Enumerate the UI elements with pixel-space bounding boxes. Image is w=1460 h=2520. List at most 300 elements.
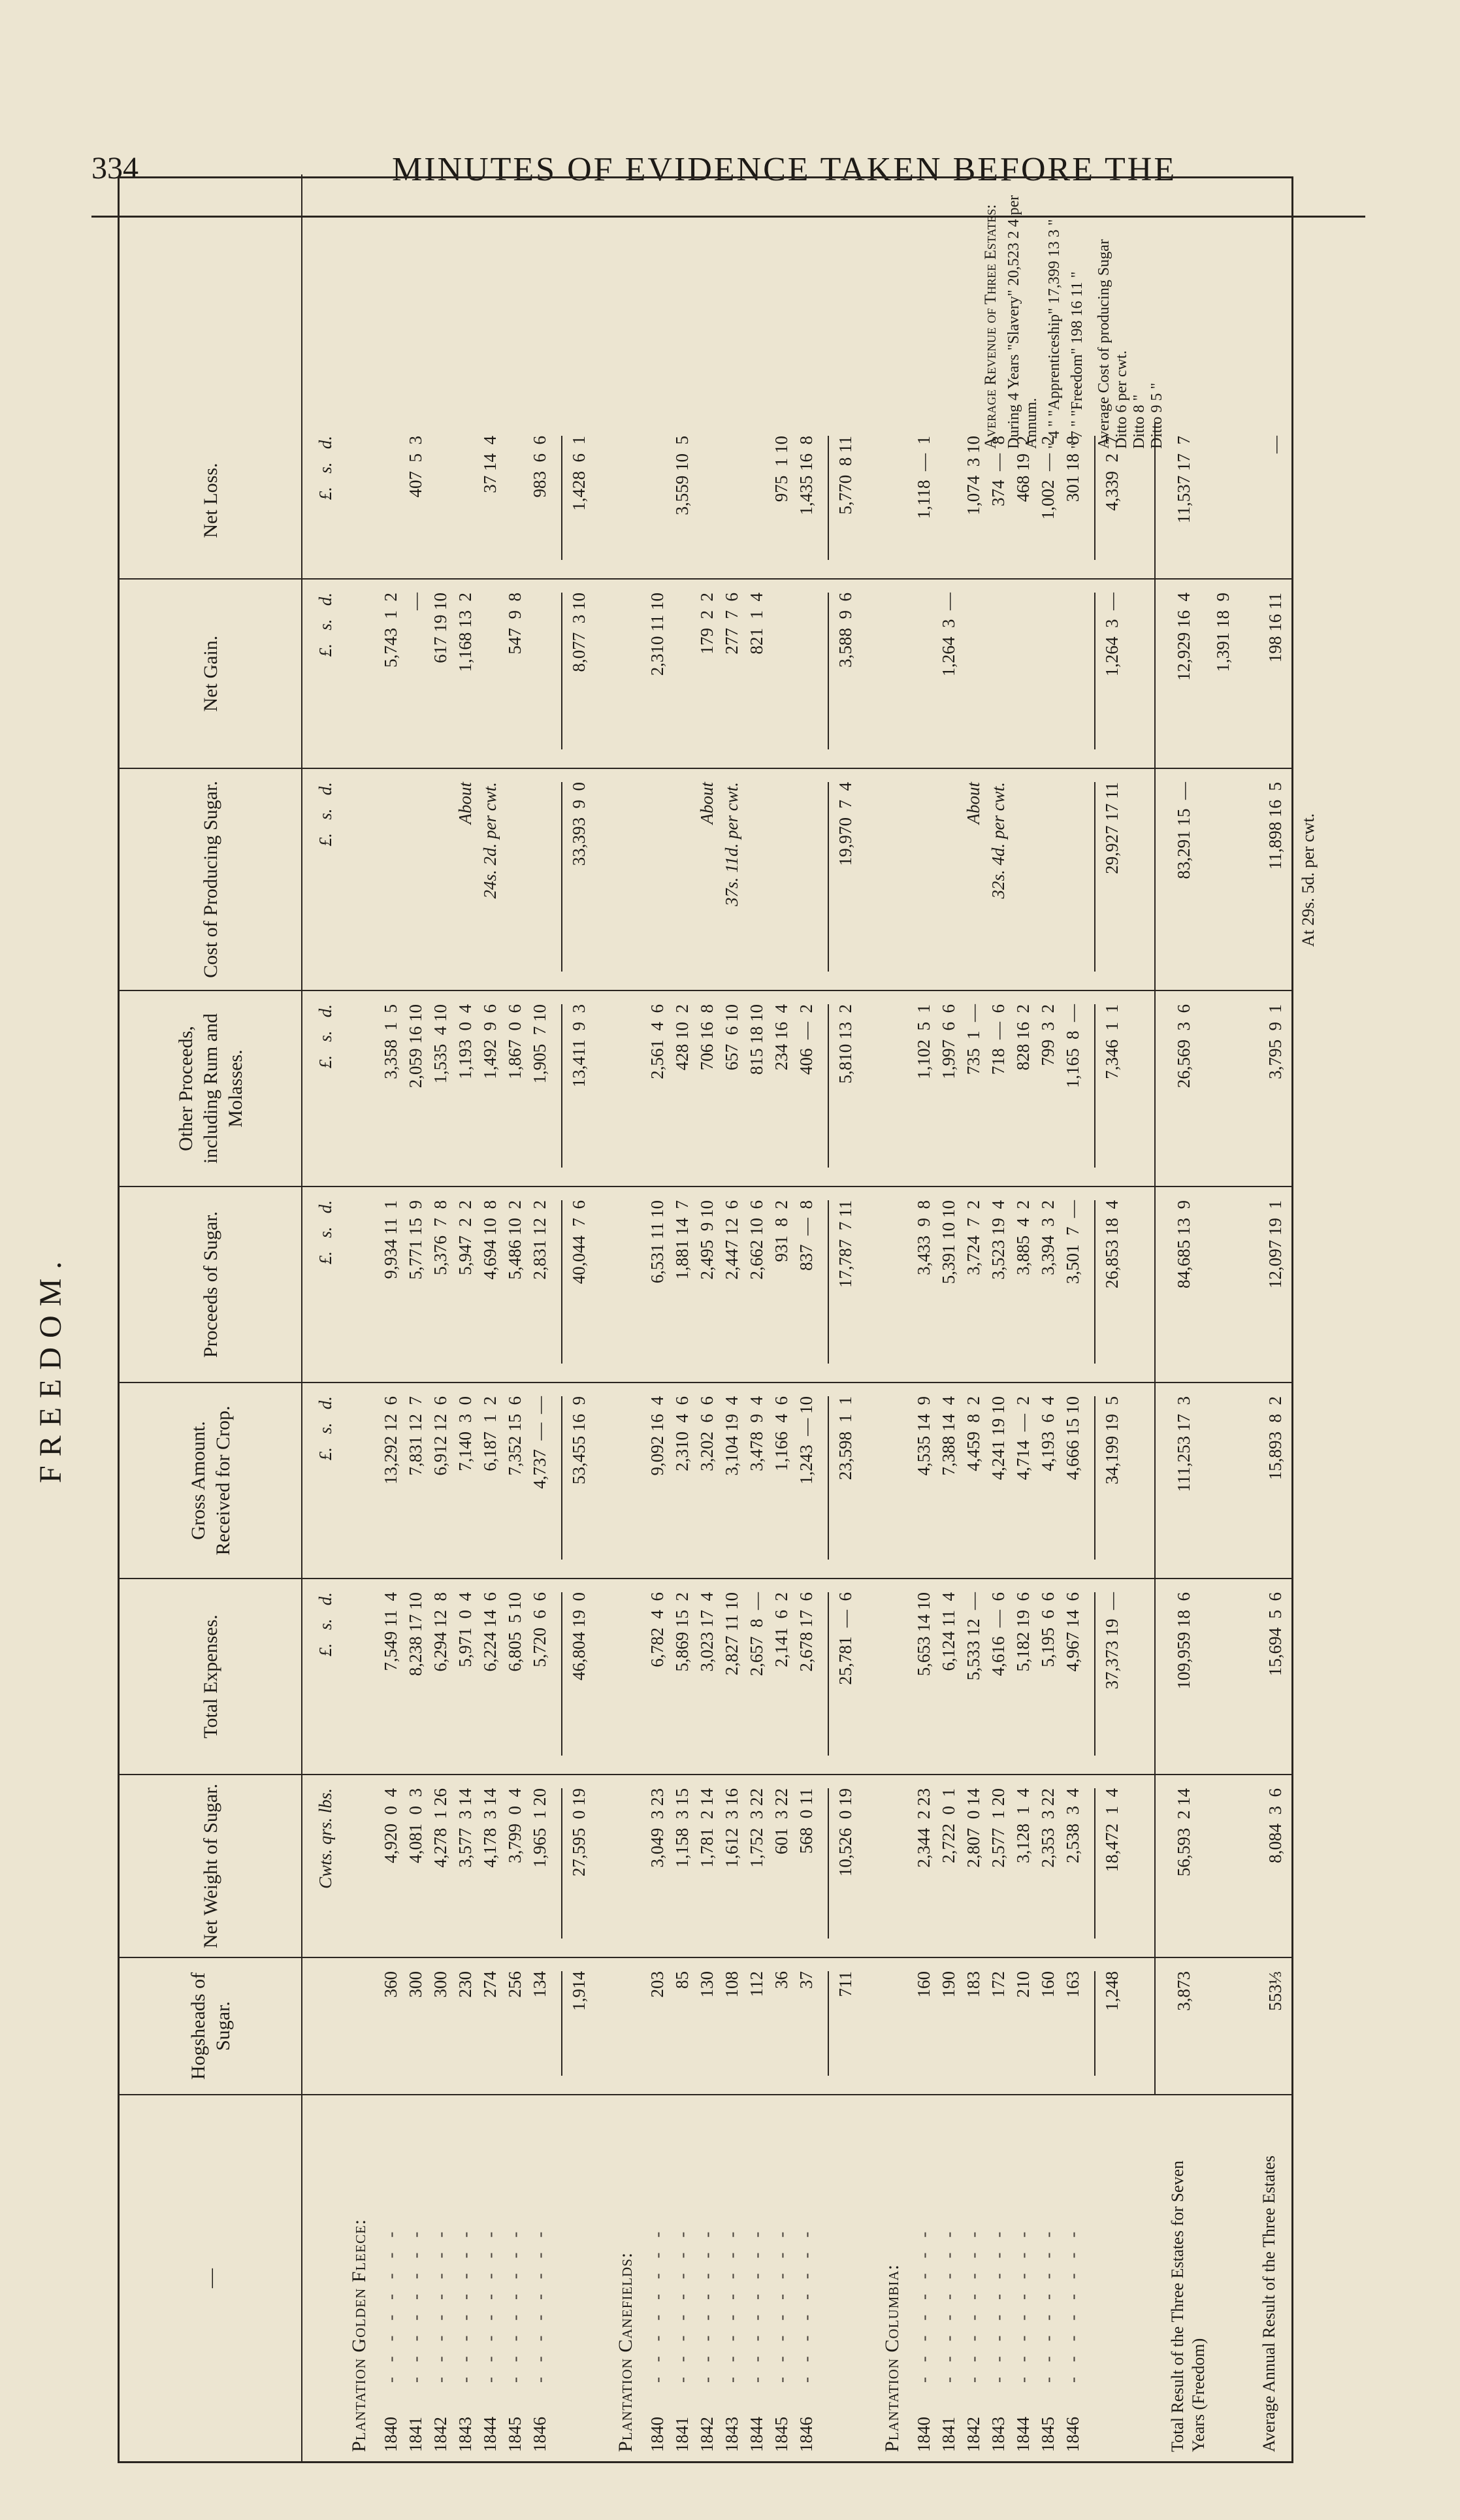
total-rule [561,782,562,972]
cell-hhd: 130 [697,1971,717,1998]
cell-wt: 568 0 11 [796,1788,816,1854]
avg-cost-line-value: 9 5 " [1148,382,1165,417]
column-header-proc: Proceeds of Sugar. [120,1187,302,1383]
column-divider [302,990,1291,991]
column-header-label: — [200,2268,221,2288]
cell-gross: 3,202 6 6 [697,1396,717,1471]
cell-hhd: 134 [530,1971,549,1998]
row-year: 1841 [939,2417,958,2452]
total-row [569,174,594,2461]
row-year: 1845 [771,2417,791,2452]
cell-cost: About [964,782,983,825]
cell-exp: 5,869 15 2 [672,1592,692,1672]
cell-other: 13,411 9 3 [569,1004,589,1088]
cell-proc: 84,685 13 9 [1174,1200,1193,1288]
cell-exp: 5,533 12 — [964,1592,983,1680]
cell-other: 1,193 0 4 [455,1004,475,1079]
cell-wt: 2,344 2 23 [914,1788,933,1868]
cell-other: 718 — 6 [988,1004,1008,1075]
average-label: Average Annual Result of the Three Estates [1259,2155,1278,2452]
cell-proc: £. s. d. [316,1200,335,1265]
cell-exp: 2,657 8 — [747,1592,766,1677]
table-row [381,174,406,2461]
avg-cost-line [1131,188,1148,449]
cell-hhd: 300 [406,1971,425,1998]
cell-loss: 374 — 8 [988,436,1008,506]
avg-revenue-line-label: " 7 " "Freedom" [1069,348,1086,449]
table-row [1013,174,1038,2461]
grand-total-row [1174,174,1199,2461]
cell-proc: 3,501 7 — [1063,1200,1082,1285]
cell-hhd: 160 [914,1971,933,1998]
cell-other: 26,569 3 6 [1174,1004,1193,1088]
total-rule [1094,1592,1095,1756]
column-divider [302,1186,1291,1187]
cell-gross: 23,598 1 1 [835,1396,855,1481]
cell-wt: 56,593 2 14 [1174,1788,1193,1876]
cell-other: 1,492 9 6 [480,1004,500,1079]
cell-gross: 7,352 15 6 [505,1396,525,1476]
cell-gain: 179 2 2 [697,593,717,655]
cell-proc: 9,934 11 1 [381,1200,400,1279]
cell-gain: 3,588 9 6 [835,593,855,668]
average-revenue-block [982,188,1282,449]
cell-gross: 6,187 1 2 [480,1396,500,1471]
total-rule [561,1004,562,1168]
cell-hhd: 210 [1013,1971,1033,1998]
row-year: 1842 [697,2417,717,2452]
cell-hhd: 230 [455,1971,475,1998]
cell-cost: 83,291 15 — [1174,782,1193,879]
cell-other: 657 6 10 [722,1004,741,1071]
cell-loss: 1,074 3 10 [964,436,983,515]
cell-hhd: 1,914 [569,1971,589,2011]
cell-gross: 3,104 19 4 [722,1396,741,1476]
total-rule [561,1200,562,1364]
cell-exp: 2,678 17 6 [796,1592,816,1672]
cell-proc: 3,394 3 2 [1038,1200,1058,1275]
cell-proc: 2,831 12 2 [530,1200,549,1280]
cell-loss: 4,339 2 7 [1102,436,1122,511]
column-header-loss: Net Loss. [120,423,302,580]
cell-cost: £. s. d. [316,782,335,847]
cell-other: 5,810 13 2 [835,1004,855,1084]
cell-gain: 198 16 11 [1265,593,1285,663]
cell-gain: 1,264 3 — [939,593,958,677]
cell-wt: 601 3 22 [771,1788,791,1855]
cell-hhd: 36 [771,1971,791,1989]
cell-wt: 3,049 3 23 [647,1788,667,1868]
cell-hhd: 256 [505,1971,525,1998]
cell-exp: 5,720 6 6 [530,1592,549,1667]
cell-other: 799 3 2 [1038,1004,1058,1066]
cell-gross: 7,140 3 0 [455,1396,475,1471]
cell-wt: 2,538 3 4 [1063,1788,1082,1863]
table-row [771,174,796,2461]
total-rule [561,436,562,560]
cell-gross: 3,478 9 4 [747,1396,766,1471]
cell-gain: 277 7 6 [722,593,741,655]
cell-other: 828 16 2 [1013,1004,1033,1071]
total-rule [561,1788,562,1939]
grand-total-rule [1154,1958,1156,2095]
cell-other: 3,358 1 5 [381,1004,400,1079]
cell-proc: 3,885 4 2 [1013,1200,1033,1275]
cell-other: 1,102 5 1 [914,1004,933,1079]
cell-gross: 4,193 6 4 [1038,1396,1058,1471]
column-divider [302,2094,1291,2095]
cell-other: 1,905 7 10 [530,1004,549,1084]
cell-gross: 1,243 — 10 [796,1396,816,1484]
cell-exp: 25,781 — 6 [835,1592,855,1685]
column-header-wt: Net Weight of Sugar. [120,1775,302,1958]
cell-hhd: 360 [381,1971,400,1998]
row-year: 1844 [1013,2417,1033,2452]
total-rule [561,1592,562,1756]
avg-cost-line [1148,188,1166,449]
avg-revenue-line-label: " 4 " "Apprenticeship" [1046,308,1063,449]
cell-other: 815 18 10 [747,1004,766,1075]
row-leader-dots: - - - - - - - - [747,2226,766,2383]
row-year: 1842 [430,2417,450,2452]
cell-loss: 301 18 8 [1063,436,1082,502]
cell-hhd: 1,248 [1102,1971,1122,2011]
cell-gross: 4,737 — — [530,1396,549,1489]
cell-gain: 12,929 16 4 [1174,593,1193,681]
cell-wt: 1,612 3 16 [722,1788,741,1868]
rotated-table-container [33,176,1318,2463]
cell-hhd: 37 [796,1971,816,1989]
cell-exp: 6,782 4 6 [647,1592,667,1667]
cell-cost: 19,970 7 4 [835,782,855,866]
table-row [672,174,697,2461]
total-rule [828,1200,829,1364]
column-divider [302,1382,1291,1383]
cell-loss: — [1265,436,1285,453]
row-year: 1844 [747,2417,766,2452]
plantation-title: Plantation Columbia: [881,2264,903,2452]
cell-proc: 1,881 14 7 [672,1200,692,1280]
cell-cost: 33,393 9 0 [569,782,589,866]
cell-exp: 6,124 11 4 [939,1592,958,1671]
total-rule [1094,1396,1095,1560]
row-leader-dots: - - - - - - - - [455,2226,475,2383]
cell-other: 735 1 — [964,1004,983,1075]
cell-wt: 27,595 0 19 [569,1788,589,1876]
avg-cost-line-label: Ditto [1113,416,1130,449]
cell-exp: 5,653 14 10 [914,1592,933,1677]
cell-proc: 5,947 2 2 [455,1200,475,1275]
total-rule [561,593,562,749]
cell-loss: 1,002 — 2 [1038,436,1058,520]
cell-proc: 3,523 19 4 [988,1200,1008,1280]
table-row [480,174,505,2461]
table-row [1038,174,1063,2461]
cell-proc: 5,376 7 8 [430,1200,450,1275]
avg-cost-title: Average Cost of producing Sugar [1095,239,1112,449]
row-leader-dots: - - - - - - - - [722,2226,741,2383]
plantation-title: Plantation Canefields: [615,2251,636,2452]
cell-hhd: 190 [939,1971,958,1998]
page-number: 334 [91,151,138,186]
cell-hhd: 553⅓ [1265,1971,1285,2011]
row-leader-dots: - - - - - - - - [406,2226,425,2383]
total-rule [828,436,829,560]
table-row [939,174,964,2461]
cell-exp: 6,805 5 10 [505,1592,525,1672]
cell-cost: 24s. 2d. per cwt. [480,782,500,899]
cell-other: 7,346 1 1 [1102,1004,1122,1079]
row-leader-dots: - - - - - - - - [697,2226,717,2383]
avg-revenue-line-value: 17,399 13 3 " [1046,219,1063,308]
cell-exp: 5,182 19 6 [1013,1592,1033,1672]
column-divider [302,1578,1291,1579]
cell-other: 428 10 2 [672,1004,692,1071]
total-rule [1094,436,1095,560]
cell-gross: 13,292 12 6 [381,1396,400,1484]
cell-cost: 29,927 17 11 [1102,782,1122,874]
column-divider [302,1774,1291,1775]
total-rule [1094,1788,1095,1939]
cell-wt: 3,128 1 4 [1013,1788,1033,1863]
avg-revenue-line-value: 20,523 2 4 per Annum. [1005,195,1040,449]
average-cost-note: At 29s. 5d. per cwt. [1299,813,1318,947]
cell-exp: 109,959 18 6 [1174,1592,1193,1690]
cell-exp: £. s. d. [316,1592,335,1657]
cell-loss: 407 5 3 [406,436,425,498]
total-rule [828,1396,829,1560]
total-rule [828,1004,829,1168]
cell-wt: 2,577 1 20 [988,1788,1008,1868]
table-row [647,174,672,2461]
cell-gross: 9,092 16 4 [647,1396,667,1476]
cell-gain: 1,391 18 9 [1213,593,1233,672]
row-year: 1840 [381,2417,400,2452]
cell-gross: 4,666 15 10 [1063,1396,1082,1481]
column-divider [302,1957,1291,1958]
cell-gain: 1,168 13 2 [455,593,475,672]
cell-loss: £. s. d. [316,436,335,500]
avg-cost-line-value: 6 per cwt. [1113,350,1130,417]
cell-exp: 3,023 17 4 [697,1592,717,1672]
section-title: FREEDOM. [33,1252,68,1483]
table-header-row [120,174,302,2461]
row-leader-dots: - - - - - - - - [480,2226,500,2383]
avg-cost-line [1113,188,1131,449]
cell-wt: 1,965 1 20 [530,1788,549,1868]
cell-hhd: 274 [480,1971,500,1998]
grand-total-rule [1154,1775,1156,1958]
cell-exp: 2,141 6 2 [771,1592,791,1667]
row-leader-dots: - - - - - - - - [1013,2226,1033,2383]
total-rule [828,1971,829,2076]
units-row [316,174,340,2461]
row-leader-dots: - - - - - - - - [964,2226,983,2383]
cell-exp: 4,967 14 6 [1063,1592,1082,1672]
avg-revenue-line [1046,188,1063,449]
avg-revenue-line [1069,188,1086,449]
avg-cost-line-label: Ditto [1148,416,1165,449]
cell-exp: 8,238 17 10 [406,1592,425,1677]
cell-hhd: 172 [988,1971,1008,1998]
cell-gross: £. s. d. [316,1396,335,1461]
cell-gross: 111,253 17 3 [1174,1396,1193,1492]
plantation-title: Plantation Golden Fleece: [348,2218,370,2452]
cell-wt: Cwts. qrs. lbs. [316,1788,335,1889]
cell-wt: 3,577 3 14 [455,1788,475,1868]
cell-wt: 4,920 0 4 [381,1788,400,1863]
cell-gross: 4,714 — 2 [1013,1396,1033,1481]
column-divider [302,768,1291,769]
cell-exp: 2,827 11 10 [722,1592,741,1676]
cell-other: 1,997 6 6 [939,1004,958,1079]
cell-exp: 6,224 14 6 [480,1592,500,1672]
column-header-other: Other Proceeds, including Rum and Molasses. [120,991,302,1187]
table-row [697,174,722,2461]
total-rule [561,1971,562,2076]
cell-gross: 7,388 14 4 [939,1396,958,1476]
cell-wt: 4,178 3 14 [480,1788,500,1868]
cell-hhd: 711 [835,1971,855,1997]
grand-total-rule [1154,1579,1156,1775]
cell-other: 1,165 8 — [1063,1004,1082,1088]
table-row [530,174,555,2461]
cell-wt: 2,807 0 14 [964,1788,983,1868]
cell-loss: 983 6 6 [530,436,549,498]
column-header-exp: Total Expenses. [120,1579,302,1775]
cell-proc: 17,787 7 11 [835,1200,855,1288]
grand-total-rule [1154,1383,1156,1579]
cell-loss: 1,428 6 1 [569,436,589,511]
row-year: 1841 [672,2417,692,2452]
row-year: 1843 [988,2417,1008,2452]
column-header-cost: Cost of Producing Sugar. [120,769,302,991]
cell-loss: 1,118 — 1 [914,436,933,519]
cell-gain: 547 9 8 [505,593,525,655]
cell-hhd: 203 [647,1971,667,1998]
column-header-gain: Net Gain. [120,580,302,769]
cell-other: 2,059 16 10 [406,1004,425,1088]
row-year: 1843 [455,2417,475,2452]
row-year: 1845 [1038,2417,1058,2452]
cell-gross: 1,166 4 6 [771,1396,791,1471]
cell-loss: 3,559 10 5 [672,436,692,515]
cell-wt: 8,084 3 6 [1265,1788,1285,1863]
cell-proc: 5,771 15 9 [406,1200,425,1280]
avg-revenue-line-label: During 4 Years "Slavery" [1005,289,1022,449]
cell-gain: 1,264 3 — [1102,593,1122,677]
cell-gross: 34,199 19 5 [1102,1396,1122,1484]
cell-proc: 5,391 10 10 [939,1200,958,1285]
cell-gross: 2,310 4 6 [672,1396,692,1471]
cell-cost: 11,898 16 5 [1265,782,1285,870]
cell-other: 3,795 9 1 [1265,1004,1285,1079]
cell-other: 1,535 4 10 [430,1004,450,1084]
cell-gross: 6,912 12 6 [430,1396,450,1476]
avg-cost-line-label: Ditto [1131,416,1148,449]
cell-wt: 4,081 0 3 [406,1788,425,1863]
cell-exp: 6,294 12 8 [430,1592,450,1672]
total-rule [828,1788,829,1939]
cell-exp: 46,804 19 0 [569,1592,589,1680]
cell-exp: 5,971 0 4 [455,1592,475,1667]
total-rule [1094,1004,1095,1168]
cell-loss: 468 19 2 [1013,436,1033,502]
row-leader-dots: - - - - - - - - [988,2226,1008,2383]
table-row [1063,174,1088,2461]
row-leader-dots: - - - - - - - - [1063,2226,1082,2383]
cell-proc: 12,097 19 1 [1265,1200,1285,1288]
cell-hhd: 163 [1063,1971,1082,1998]
row-leader-dots: - - - - - - - - [672,2226,692,2383]
cell-loss: 11,537 17 7 [1174,436,1193,523]
cell-proc: 2,447 12 6 [722,1200,741,1280]
cell-loss: 37 14 4 [480,436,500,493]
avg-revenue-title: Average Revenue of Three Estates: [982,204,999,449]
data-table [118,176,1318,2463]
table-row [796,174,821,2461]
cell-cost: About [697,782,717,825]
table-row [747,174,771,2461]
column-header-hhd: Hogsheads of Sugar. [120,1958,302,2095]
total-rule [828,782,829,972]
cell-proc: 5,486 10 2 [505,1200,525,1280]
page-title: MINUTES OF EVIDENCE TAKEN BEFORE THE [392,151,1177,188]
table-row [914,174,939,2461]
cell-gain: — [406,593,425,610]
cell-hhd: 108 [722,1971,741,1998]
cell-gain: 617 19 10 [430,593,450,663]
avg-revenue-line [1005,188,1041,449]
cell-gross: 15,893 8 2 [1265,1396,1285,1481]
avg-cost-line-value: 8 " [1131,394,1148,417]
cell-gain: 8,077 3 10 [569,593,589,672]
cell-exp: 7,549 11 4 [381,1592,400,1671]
cell-cost: 37s. 11d. per cwt. [722,782,741,906]
cell-proc: 2,662 10 6 [747,1200,766,1280]
row-year: 1846 [1063,2417,1082,2452]
cell-other: 706 16 8 [697,1004,717,1071]
row-year: 1843 [722,2417,741,2452]
cell-loss: 5,770 8 11 [835,436,855,515]
cell-cost: About [455,782,475,825]
grand-total-label: Total Result of the Three Estates for Seven Years (Freedom) [1168,2160,1208,2452]
cell-gross: 7,831 12 7 [406,1396,425,1476]
row-year: 1846 [530,2417,549,2452]
cell-other: 234 16 4 [771,1004,791,1071]
cell-gross: 4,535 14 9 [914,1396,933,1476]
table-row [455,174,480,2461]
cell-hhd: 160 [1038,1971,1058,1998]
grand-total-gain-net-row [1213,174,1238,2461]
cell-hhd: 183 [964,1971,983,1998]
table-row [988,174,1013,2461]
cell-other: 2,561 4 6 [647,1004,667,1079]
cell-hhd: 3,873 [1174,1971,1193,2011]
total-rule [1094,1971,1095,2076]
average-row [1265,174,1290,2461]
table-row [722,174,747,2461]
cell-wt: 2,722 0 1 [939,1788,958,1863]
cell-proc: 3,433 9 8 [914,1200,933,1275]
cell-wt: 1,781 2 14 [697,1788,717,1868]
grand-total-rule [1154,991,1156,1187]
total-rule [561,1396,562,1560]
row-year: 1846 [796,2417,816,2452]
cell-cost: 32s. 4d. per cwt. [988,782,1008,899]
cell-exp: 37,373 19 — [1102,1592,1122,1690]
total-row [1102,174,1127,2461]
